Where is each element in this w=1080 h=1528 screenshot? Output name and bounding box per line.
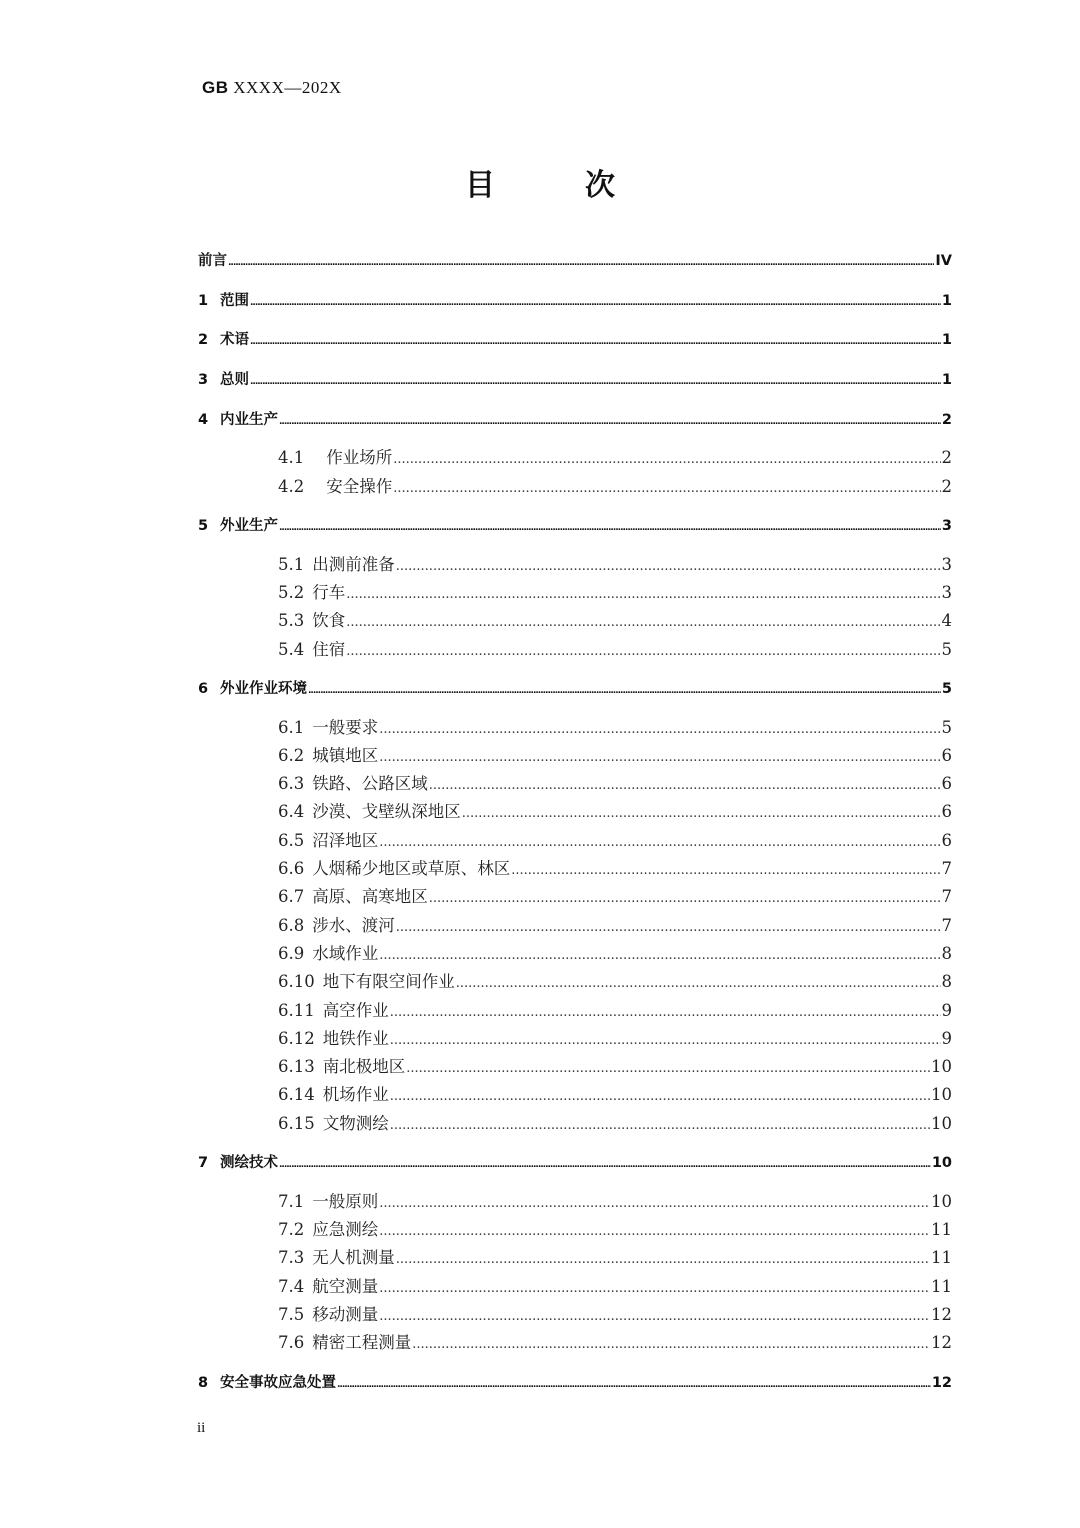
- toc-subsection-entry[interactable]: [198, 916, 952, 944]
- toc-entry-page: 9: [941, 1000, 952, 1020]
- toc-entry-number: 6.4: [278, 802, 305, 822]
- dot-leader: [511, 861, 940, 881]
- dot-leader: [346, 585, 940, 605]
- toc-entry-number: 5.1: [278, 554, 305, 574]
- toc-entry-label: 出测前准备: [312, 554, 395, 574]
- toc-entry-label: 总则: [220, 372, 249, 389]
- toc-entry-page: 10: [931, 1113, 952, 1133]
- toc-entry-label: 一般要求: [312, 717, 379, 737]
- document-header: [202, 78, 342, 98]
- dot-leader: [429, 889, 941, 909]
- dot-leader: [346, 642, 940, 662]
- toc-entry-page: 12: [931, 1374, 952, 1391]
- toc-subsection-entry[interactable]: [198, 477, 952, 505]
- dot-leader: [250, 369, 941, 395]
- toc-entry-label: 沙漠、戈壁纵深地区: [312, 802, 461, 822]
- toc-entry-label: 测绘技术: [220, 1155, 278, 1172]
- toc-entry-number: 7.5: [278, 1304, 305, 1324]
- dot-leader: [396, 557, 941, 577]
- toc-entry-label: 无人机测量: [312, 1248, 395, 1268]
- toc-entry-label: 城镇地区: [312, 745, 379, 765]
- dot-leader: [379, 1279, 930, 1299]
- toc-subsection-entry[interactable]: [198, 944, 952, 972]
- dot-leader: [396, 918, 941, 938]
- dot-leader: [379, 946, 940, 966]
- toc-entry-number: 7.2: [278, 1220, 305, 1240]
- toc-chapter-entry[interactable]: [198, 1150, 952, 1190]
- dot-leader: [393, 450, 940, 470]
- toc-entry-number: 4: [198, 411, 209, 428]
- toc-entry-label: 饮食: [312, 611, 346, 631]
- toc-entry-label: 外业作业环境: [220, 680, 307, 697]
- toc-entry-label: 外业生产: [220, 518, 278, 535]
- toc-subsection-entry[interactable]: [198, 718, 952, 746]
- toc-entry-page: 3: [941, 583, 952, 603]
- toc-entry-label: 地铁作业: [322, 1028, 389, 1048]
- toc-chapter-entry[interactable]: [198, 327, 952, 367]
- dot-leader: [379, 1307, 930, 1327]
- toc-subsection-entry[interactable]: [198, 583, 952, 611]
- toc-subsection-entry[interactable]: [198, 1305, 952, 1333]
- dot-leader: [228, 250, 934, 276]
- toc-entry-page: 7: [941, 887, 952, 907]
- toc-entry-label: 前言: [198, 253, 227, 269]
- toc-entry-page: 3: [941, 518, 952, 535]
- dot-leader: [456, 974, 941, 994]
- toc-entry-page: 7: [941, 859, 952, 879]
- toc-entry-label: 应急测绘: [312, 1220, 379, 1240]
- dot-leader: [250, 290, 941, 316]
- toc-entry-label: 地下有限空间作业: [322, 972, 455, 992]
- dot-leader: [390, 1031, 941, 1051]
- toc-chapter-entry[interactable]: [198, 407, 952, 447]
- toc-entry-number: 2: [198, 332, 209, 349]
- toc-entry-number: 6.11: [278, 1000, 315, 1020]
- toc-subsection-entry[interactable]: [198, 1114, 952, 1142]
- toc-subsection-entry[interactable]: [198, 1057, 952, 1085]
- toc-entry-page: 8: [941, 972, 952, 992]
- toc-chapter-entry[interactable]: [198, 513, 952, 553]
- toc-entry-number: 6.8: [278, 915, 305, 935]
- toc-entry-number: 1: [198, 292, 209, 309]
- toc-subsection-entry[interactable]: [198, 611, 952, 639]
- toc-entry-page: 11: [931, 1276, 952, 1296]
- toc-entry-label: 一般原则: [312, 1191, 379, 1211]
- toc-entry-page: 3: [941, 554, 952, 574]
- toc-subsection-entry[interactable]: [198, 1333, 952, 1361]
- toc-entry-page: 5: [941, 717, 952, 737]
- toc-subsection-entry[interactable]: [198, 1220, 952, 1248]
- toc-entry-number: 6.1: [278, 717, 305, 737]
- dot-leader: [279, 409, 941, 435]
- dot-leader: [379, 833, 940, 853]
- toc-chapter-entry[interactable]: [198, 676, 952, 716]
- dot-leader: [379, 1194, 930, 1214]
- toc-subsection-entry[interactable]: [198, 746, 952, 774]
- footer-page-number: ii: [197, 1420, 206, 1436]
- toc-subsection-entry[interactable]: [198, 1192, 952, 1220]
- toc-entry-label: 住宿: [312, 639, 346, 659]
- page-title: 目 次: [465, 168, 645, 203]
- toc-entry-number: 5: [198, 518, 209, 535]
- dot-leader: [462, 804, 941, 824]
- toc-subsection-entry[interactable]: [198, 1029, 952, 1057]
- toc-entry-number: 6.6: [278, 859, 305, 879]
- toc-entry-number: 4.2: [278, 476, 305, 496]
- dot-leader: [279, 515, 941, 541]
- toc-entry-page: 12: [931, 1333, 952, 1353]
- toc-entry-page: 10: [931, 1155, 952, 1172]
- dot-leader: [250, 329, 941, 355]
- toc-subsection-entry[interactable]: [198, 859, 952, 887]
- toc-entry-label: 内业生产: [220, 411, 278, 428]
- toc-entry-number: 5.4: [278, 639, 305, 659]
- dot-leader: [308, 678, 941, 704]
- toc-subsection-entry[interactable]: [198, 555, 952, 583]
- toc-entry-number: 7.1: [278, 1191, 305, 1211]
- toc-entry-number: 4.1: [278, 448, 305, 468]
- toc-subsection-entry[interactable]: [198, 1001, 952, 1029]
- dot-leader: [337, 1372, 931, 1398]
- toc-entry-label: 南北极地区: [322, 1057, 406, 1077]
- dot-leader: [396, 1250, 930, 1270]
- toc-entry-label: 范围: [220, 292, 249, 309]
- toc-entry-page: 5: [941, 680, 952, 697]
- dot-leader: [346, 613, 940, 633]
- toc-entry-page: 10: [931, 1085, 952, 1105]
- toc-entry-label: 文物测绘: [322, 1113, 389, 1133]
- toc-subsection-entry[interactable]: [198, 831, 952, 859]
- toc-entry-label: 安全操作: [326, 476, 393, 496]
- toc-entry-label: 涉水、渡河: [312, 915, 395, 935]
- toc-entry-page: 12: [931, 1304, 952, 1324]
- toc-entry-number: 6.15: [278, 1113, 315, 1133]
- toc-chapter-entry[interactable]: [198, 367, 952, 407]
- toc-entry-label: 机场作业: [322, 1085, 389, 1105]
- toc-entry-page: 8: [941, 943, 952, 963]
- toc-entry-number: 7: [198, 1155, 209, 1172]
- toc-subsection-entry[interactable]: [198, 448, 952, 476]
- toc-entry-label: 人烟稀少地区或草原、林区: [312, 859, 511, 879]
- dot-leader: [279, 1152, 931, 1178]
- toc-entry-page: 1: [941, 292, 952, 309]
- toc-entry-label: 高原、高寒地区: [312, 887, 428, 907]
- toc-entry-number: 6.13: [278, 1057, 315, 1077]
- toc-entry-page: 10: [931, 1191, 952, 1211]
- dot-leader: [429, 776, 941, 796]
- toc-entry-page: 10: [931, 1057, 952, 1077]
- toc-entry-page: 1: [941, 372, 952, 389]
- toc-entry-number: 3: [198, 372, 209, 389]
- toc-entry-page: IV: [935, 253, 952, 269]
- toc-entry-page: 1: [941, 332, 952, 349]
- toc-subsection-entry[interactable]: [198, 1085, 952, 1113]
- toc-entry-page: 11: [931, 1248, 952, 1268]
- toc-entry-number: 5.3: [278, 611, 305, 631]
- standard-code: XXXX—202X: [228, 78, 342, 97]
- toc-entry-label: 行车: [312, 583, 346, 603]
- dot-leader: [412, 1335, 930, 1355]
- dot-leader: [379, 1222, 930, 1242]
- toc-entry-number: 6.14: [278, 1085, 315, 1105]
- toc-entry-label: 移动测量: [312, 1304, 379, 1324]
- toc-entry-page: 6: [941, 802, 952, 822]
- toc-entry-number: 6.3: [278, 774, 305, 794]
- toc-entry-label: 航空测量: [312, 1276, 379, 1296]
- standard-prefix: GB: [202, 78, 229, 97]
- toc-entry-page: 9: [941, 1028, 952, 1048]
- dot-leader: [406, 1059, 930, 1079]
- toc-entry-number: 6.2: [278, 745, 305, 765]
- toc-subsection-entry[interactable]: [198, 887, 952, 915]
- toc-entry-number: 6.10: [278, 972, 315, 992]
- toc-entry-number: 7.4: [278, 1276, 305, 1296]
- toc-entry-label: 术语: [220, 332, 249, 349]
- dot-leader: [379, 748, 940, 768]
- toc-entry-page: 2: [941, 448, 952, 468]
- toc-entry-label: 作业场所: [326, 448, 393, 468]
- toc-entry-page: 6: [941, 830, 952, 850]
- toc-entry-page: 6: [941, 774, 952, 794]
- toc-entry-number: 6.12: [278, 1028, 315, 1048]
- toc-entry-number: 6: [198, 680, 209, 697]
- toc-entry-number: 5.2: [278, 583, 305, 603]
- toc-chapter-entry[interactable]: [198, 288, 952, 328]
- toc-entry-page: 2: [941, 411, 952, 428]
- toc-subsection-list: [198, 718, 952, 1142]
- dot-leader: [390, 1003, 941, 1023]
- table-of-contents: [198, 248, 952, 1409]
- toc-entry-label: 水域作业: [312, 943, 379, 963]
- toc-subsection-list: [198, 448, 952, 505]
- toc-entry-page: 7: [941, 915, 952, 935]
- toc-subsection-entry[interactable]: [198, 640, 952, 668]
- toc-entry-page: 11: [931, 1220, 952, 1240]
- toc-subsection-list: [198, 555, 952, 668]
- toc-subsection-entry[interactable]: [198, 774, 952, 802]
- toc-entry-number: 7.6: [278, 1333, 305, 1353]
- toc-subsection-entry[interactable]: [198, 802, 952, 830]
- toc-entry-label: 铁路、公路区域: [312, 774, 428, 794]
- toc-entry-label: 精密工程测量: [312, 1333, 412, 1353]
- dot-leader: [393, 479, 940, 499]
- toc-entry-page: 2: [941, 476, 952, 496]
- toc-chapter-entry[interactable]: [198, 248, 952, 288]
- toc-entry-number: 6.5: [278, 830, 305, 850]
- dot-leader: [379, 720, 940, 740]
- toc-entry-page: 5: [941, 639, 952, 659]
- toc-entry-label: 沼泽地区: [312, 830, 379, 850]
- toc-subsection-list: [198, 1192, 952, 1362]
- toc-entry-page: 4: [941, 611, 952, 631]
- toc-chapter-entry[interactable]: [198, 1370, 952, 1410]
- toc-subsection-entry[interactable]: [198, 1277, 952, 1305]
- dot-leader: [390, 1116, 930, 1136]
- toc-entry-label: 高空作业: [322, 1000, 389, 1020]
- toc-entry-label: 安全事故应急处置: [220, 1374, 336, 1391]
- toc-entry-number: 8: [198, 1374, 209, 1391]
- toc-entry-number: 6.7: [278, 887, 305, 907]
- dot-leader: [390, 1087, 930, 1107]
- toc-subsection-entry[interactable]: [198, 1248, 952, 1276]
- toc-entry-number: 7.3: [278, 1248, 305, 1268]
- toc-entry-number: 6.9: [278, 943, 305, 963]
- toc-entry-page: 6: [941, 745, 952, 765]
- toc-subsection-entry[interactable]: [198, 972, 952, 1000]
